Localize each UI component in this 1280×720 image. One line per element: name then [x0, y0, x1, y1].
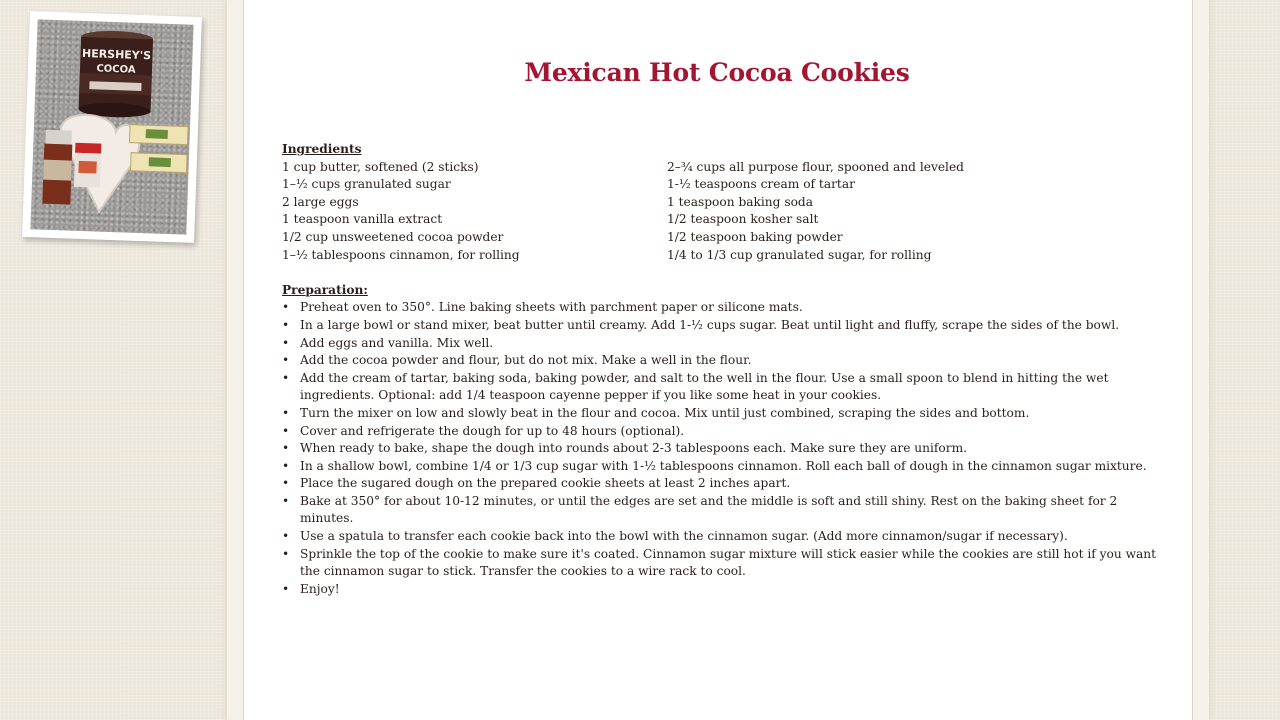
ingredients-photo: [22, 11, 202, 243]
ingredient-item: 1 teaspoon baking soda: [667, 194, 813, 209]
ingredients-heading: Ingredients: [282, 142, 362, 156]
photo-image-area: [30, 19, 193, 234]
ingredient-item: 1/2 teaspoon kosher salt: [667, 212, 819, 227]
ingredient-item: 1-½ teaspoons cream of tartar: [667, 177, 855, 192]
preparation-step: • In a large bowl or stand mixer, beat butter until creamy. Add 1-½ cups sugar. Beat until light and fluffy, scrape the sides of the bowl.: [282, 317, 1162, 335]
cocoa-tin: [78, 30, 153, 118]
ingredient-item: 1–½ tablespoons cinnamon, for rolling: [282, 247, 520, 262]
preparation-step: • In a shallow bowl, combine 1/4 or 1/3 cup sugar with 1-½ tablespoons cinnamon. Roll each ball of dough in the cinnamon sugar mixture.: [282, 458, 1162, 476]
ingredients-columns: [282, 159, 1162, 265]
cocoa-brand-text: HERSHEY'S: [81, 46, 152, 63]
ingredient-item: 1/4 to 1/3 cup granulated sugar, for rolling: [667, 247, 932, 262]
cinnamon-jar: [42, 130, 73, 205]
ingredient-item: 1 teaspoon vanilla extract: [282, 212, 443, 227]
ingredient-item: 2 large eggs: [282, 194, 359, 209]
preparation-steps: [282, 299, 1162, 598]
preparation-step: • Preheat oven to 350°. Line baking sheets with parchment paper or silicone mats.: [282, 299, 1162, 317]
ingredient-item: 1/2 teaspoon baking powder: [667, 229, 843, 244]
cocoa-label-text: COCOA: [96, 63, 136, 76]
ingredient-item: 1–½ cups granulated sugar: [282, 177, 451, 192]
preparation-heading: Preparation:: [282, 282, 368, 297]
ingredient-item: 1/2 cup unsweetened cocoa powder: [282, 229, 504, 244]
preparation-step: • Cover and refrigerate the dough for up to 48 hours (optional).: [282, 423, 1162, 441]
recipe-title: Mexican Hot Cocoa Cookies: [524, 58, 910, 87]
recipe-content: [282, 141, 1162, 598]
preparation-step: • Add the cream of tartar, baking soda, baking powder, and salt to the well in the flour. Use a small spoon to blend in hitting the wet ingredients. Optional: add 1/4 teaspoon cayenne pepper if you like some heat in your cookies.: [282, 370, 1162, 405]
preparation-step: • Sprinkle the top of the cookie to make sure it's coated. Cinnamon sugar mixture will stick easier while the cookies are still hot if you want the cinnamon sugar to stick. Transfer the cookies to a wire rack to cool.: [282, 546, 1162, 581]
preparation-step: • When ready to bake, shape the dough into rounds about 2-3 tablespoons each. Make sure they are uniform.: [282, 440, 1162, 458]
ingredients-list-left: [282, 159, 667, 265]
spice-jar: [74, 143, 102, 188]
preparation-step: • Place the sugared dough on the prepared cookie sheets at least 2 inches apart.: [282, 475, 1162, 493]
ingredients-list-right: [667, 159, 1162, 265]
ingredient-item: 1 cup butter, softened (2 sticks): [282, 159, 479, 174]
preparation-step: • Turn the mixer on low and slowly beat in the flour and cocoa. Mix until just combined, scraping the sides and bottom.: [282, 405, 1162, 423]
preparation-step: • Add eggs and vanilla. Mix well.: [282, 335, 1162, 353]
ingredient-item: 2–¾ cups all purpose flour, spooned and leveled: [667, 159, 964, 174]
preparation-step: • Use a spatula to transfer each cookie back into the bowl with the cinnamon sugar. (Add more cinnamon/sugar if necessary).: [282, 528, 1162, 546]
preparation-step: • Bake at 350° for about 10-12 minutes, or until the edges are set and the middle is soft and still shiny. Rest on the baking sheet for 2 minutes.: [282, 493, 1162, 528]
preparation-step: • Add the cocoa powder and flour, but do not mix. Make a well in the flour.: [282, 352, 1162, 370]
ingredients-photo-illustration: [30, 19, 193, 234]
preparation-step: • Enjoy!: [282, 581, 1162, 599]
